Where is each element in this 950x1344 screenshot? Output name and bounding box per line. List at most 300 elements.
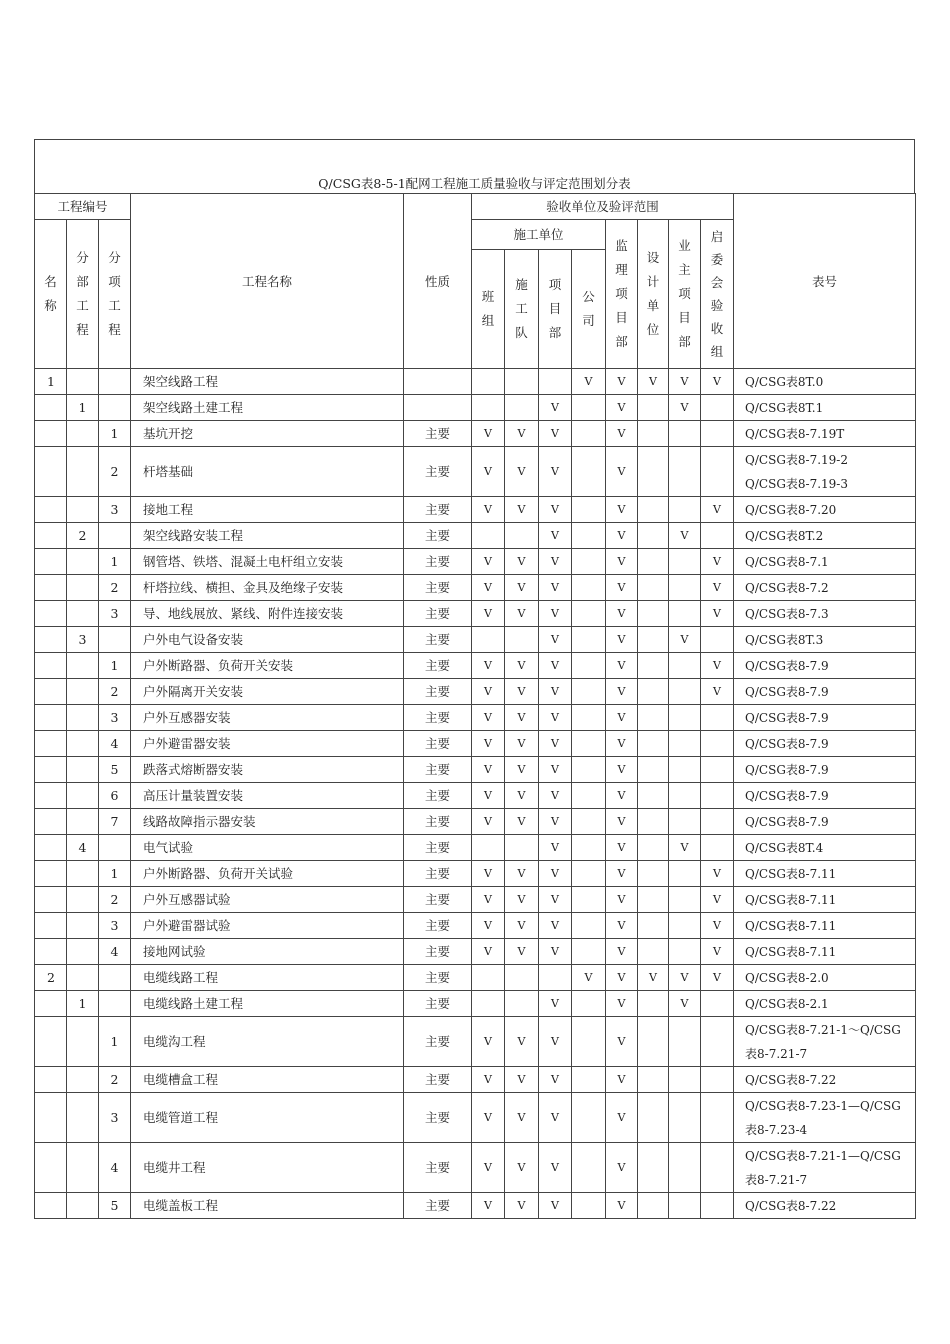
cell-sub-item-no: 2 bbox=[99, 1067, 131, 1093]
header-nature: 性质 bbox=[404, 194, 472, 369]
cell-startup-committee: V bbox=[701, 887, 734, 913]
cell-startup-committee bbox=[701, 1017, 734, 1067]
cell-owner bbox=[669, 1093, 701, 1143]
cell-design bbox=[638, 421, 669, 447]
cell-team: V bbox=[472, 575, 505, 601]
cell-crew: V bbox=[505, 731, 539, 757]
cell-crew bbox=[505, 991, 539, 1017]
cell-form-no bbox=[734, 497, 916, 523]
form-no-line: Q/CSG表8-7.9 bbox=[745, 814, 829, 829]
header-sub-item: 分项工程 bbox=[99, 220, 131, 369]
cell-name-no bbox=[35, 991, 67, 1017]
cell-nature: 主要 bbox=[404, 809, 472, 835]
cell-team: V bbox=[472, 783, 505, 809]
table-row bbox=[35, 809, 916, 835]
form-no-line: Q/CSG表8-7.9 bbox=[745, 736, 829, 751]
cell-sub-project-no bbox=[67, 549, 99, 575]
cell-sub-item-no: 5 bbox=[99, 757, 131, 783]
cell-form-no bbox=[734, 939, 916, 965]
cell-supervision: V bbox=[606, 1093, 638, 1143]
cell-sub-project-no bbox=[67, 369, 99, 395]
cell-nature: 主要 bbox=[404, 861, 472, 887]
form-no-line: Q/CSG表8-7.19-2 bbox=[745, 452, 848, 467]
cell-sub-project-no bbox=[67, 939, 99, 965]
cell-startup-committee bbox=[701, 395, 734, 421]
cell-sub-item-no: 1 bbox=[99, 861, 131, 887]
cell-team: V bbox=[472, 497, 505, 523]
cell-form-no bbox=[734, 1067, 916, 1093]
cell-project-name: 户外断路器、负荷开关试验 bbox=[131, 861, 404, 887]
form-no-line: 表8-7.21-7 bbox=[745, 1172, 808, 1187]
form-no-line: Q/CSG表8T.1 bbox=[745, 400, 824, 415]
cell-project-dept: V bbox=[539, 447, 572, 497]
cell-crew: V bbox=[505, 497, 539, 523]
cell-project-name: 电气试验 bbox=[131, 835, 404, 861]
cell-sub-item-no bbox=[99, 523, 131, 549]
quality-acceptance-table bbox=[34, 193, 916, 1219]
cell-name-no bbox=[35, 523, 67, 549]
cell-design: V bbox=[638, 965, 669, 991]
cell-sub-project-no bbox=[67, 1067, 99, 1093]
cell-crew: V bbox=[505, 421, 539, 447]
cell-sub-project-no bbox=[67, 497, 99, 523]
table-row bbox=[35, 913, 916, 939]
cell-nature: 主要 bbox=[404, 575, 472, 601]
cell-startup-committee: V bbox=[701, 601, 734, 627]
table-row bbox=[35, 653, 916, 679]
header-team: 班组 bbox=[472, 250, 505, 369]
cell-supervision: V bbox=[606, 497, 638, 523]
cell-project-dept: V bbox=[539, 575, 572, 601]
cell-supervision: V bbox=[606, 809, 638, 835]
cell-crew bbox=[505, 523, 539, 549]
cell-name-no bbox=[35, 575, 67, 601]
cell-team: V bbox=[472, 549, 505, 575]
cell-team bbox=[472, 627, 505, 653]
cell-form-no bbox=[734, 1193, 916, 1219]
cell-team bbox=[472, 369, 505, 395]
cell-design bbox=[638, 757, 669, 783]
cell-sub-project-no bbox=[67, 809, 99, 835]
table-row bbox=[35, 939, 916, 965]
table-row bbox=[35, 835, 916, 861]
cell-company bbox=[572, 497, 606, 523]
table-row bbox=[35, 627, 916, 653]
cell-company bbox=[572, 757, 606, 783]
form-no-line: Q/CSG表8T.2 bbox=[745, 528, 824, 543]
cell-project-dept: V bbox=[539, 679, 572, 705]
cell-team: V bbox=[472, 939, 505, 965]
table-row bbox=[35, 861, 916, 887]
cell-sub-project-no bbox=[67, 731, 99, 757]
cell-supervision: V bbox=[606, 447, 638, 497]
cell-project-dept bbox=[539, 369, 572, 395]
cell-company bbox=[572, 783, 606, 809]
cell-owner bbox=[669, 549, 701, 575]
cell-form-no bbox=[734, 395, 916, 421]
cell-name-no bbox=[35, 757, 67, 783]
cell-project-dept: V bbox=[539, 395, 572, 421]
cell-crew: V bbox=[505, 653, 539, 679]
cell-project-name: 户外互感器安装 bbox=[131, 705, 404, 731]
cell-supervision: V bbox=[606, 991, 638, 1017]
cell-design bbox=[638, 627, 669, 653]
cell-nature: 主要 bbox=[404, 523, 472, 549]
cell-project-name: 电缆盖板工程 bbox=[131, 1193, 404, 1219]
table-row bbox=[35, 395, 916, 421]
cell-crew: V bbox=[505, 549, 539, 575]
table-row bbox=[35, 497, 916, 523]
cell-design: V bbox=[638, 369, 669, 395]
cell-name-no bbox=[35, 601, 67, 627]
cell-sub-project-no bbox=[67, 887, 99, 913]
cell-form-no bbox=[734, 757, 916, 783]
cell-team: V bbox=[472, 447, 505, 497]
header-owner: 业主项目部 bbox=[669, 220, 701, 369]
cell-design bbox=[638, 679, 669, 705]
cell-crew: V bbox=[505, 1093, 539, 1143]
cell-supervision: V bbox=[606, 757, 638, 783]
form-no-line: 表8-7.23-4 bbox=[745, 1122, 808, 1137]
cell-sub-project-no: 2 bbox=[67, 523, 99, 549]
cell-owner: V bbox=[669, 835, 701, 861]
cell-design bbox=[638, 395, 669, 421]
cell-name-no bbox=[35, 679, 67, 705]
cell-company bbox=[572, 809, 606, 835]
cell-sub-item-no bbox=[99, 991, 131, 1017]
cell-owner bbox=[669, 705, 701, 731]
cell-company bbox=[572, 731, 606, 757]
cell-company bbox=[572, 1093, 606, 1143]
cell-form-no bbox=[734, 679, 916, 705]
cell-project-name: 接地网试验 bbox=[131, 939, 404, 965]
cell-project-name: 导、地线展放、紧线、附件连接安装 bbox=[131, 601, 404, 627]
header-project-name: 工程名称 bbox=[131, 194, 404, 369]
cell-supervision: V bbox=[606, 705, 638, 731]
cell-project-name: 钢管塔、铁塔、混凝土电杆组立安装 bbox=[131, 549, 404, 575]
cell-name-no bbox=[35, 913, 67, 939]
cell-startup-committee bbox=[701, 1093, 734, 1143]
cell-team: V bbox=[472, 1193, 505, 1219]
form-no-line: Q/CSG表8T.3 bbox=[745, 632, 824, 647]
cell-name-no bbox=[35, 731, 67, 757]
cell-sub-project-no bbox=[67, 965, 99, 991]
cell-form-no bbox=[734, 991, 916, 1017]
cell-crew bbox=[505, 369, 539, 395]
header-company: 公司 bbox=[572, 250, 606, 369]
cell-sub-item-no: 2 bbox=[99, 679, 131, 705]
cell-name-no bbox=[35, 939, 67, 965]
cell-sub-item-no bbox=[99, 627, 131, 653]
cell-project-name: 电缆沟工程 bbox=[131, 1017, 404, 1067]
cell-name-no bbox=[35, 1093, 67, 1143]
cell-project-dept bbox=[539, 965, 572, 991]
cell-form-no bbox=[734, 809, 916, 835]
table-row bbox=[35, 965, 916, 991]
cell-nature: 主要 bbox=[404, 783, 472, 809]
cell-project-dept: V bbox=[539, 731, 572, 757]
cell-startup-committee bbox=[701, 523, 734, 549]
cell-design bbox=[638, 887, 669, 913]
cell-sub-item-no: 6 bbox=[99, 783, 131, 809]
cell-owner bbox=[669, 601, 701, 627]
cell-nature: 主要 bbox=[404, 627, 472, 653]
form-no-line: Q/CSG表8-7.9 bbox=[745, 684, 829, 699]
cell-sub-project-no: 1 bbox=[67, 991, 99, 1017]
cell-crew: V bbox=[505, 601, 539, 627]
cell-name-no bbox=[35, 705, 67, 731]
cell-owner bbox=[669, 913, 701, 939]
cell-project-name: 线路故障指示器安装 bbox=[131, 809, 404, 835]
cell-crew bbox=[505, 835, 539, 861]
cell-name-no bbox=[35, 549, 67, 575]
table-row bbox=[35, 1193, 916, 1219]
cell-design bbox=[638, 783, 669, 809]
cell-company bbox=[572, 887, 606, 913]
cell-sub-project-no: 3 bbox=[67, 627, 99, 653]
cell-owner bbox=[669, 447, 701, 497]
cell-design bbox=[638, 809, 669, 835]
cell-form-no bbox=[734, 731, 916, 757]
cell-company bbox=[572, 991, 606, 1017]
cell-team bbox=[472, 523, 505, 549]
cell-team: V bbox=[472, 1067, 505, 1093]
cell-project-name: 电缆线路工程 bbox=[131, 965, 404, 991]
cell-project-dept: V bbox=[539, 991, 572, 1017]
cell-sub-item-no bbox=[99, 395, 131, 421]
cell-company bbox=[572, 1193, 606, 1219]
cell-team: V bbox=[472, 861, 505, 887]
cell-startup-committee bbox=[701, 447, 734, 497]
cell-sub-item-no: 2 bbox=[99, 575, 131, 601]
document-title: Q/CSG表8-5-1配网工程施工质量验收与评定范围划分表 bbox=[318, 176, 631, 191]
form-no-line: Q/CSG表8-7.22 bbox=[745, 1198, 837, 1213]
header-project-dept: 项目部 bbox=[539, 250, 572, 369]
cell-supervision: V bbox=[606, 913, 638, 939]
cell-sub-item-no bbox=[99, 965, 131, 991]
cell-supervision: V bbox=[606, 1143, 638, 1193]
cell-project-name: 户外避雷器安装 bbox=[131, 731, 404, 757]
cell-owner bbox=[669, 731, 701, 757]
cell-project-dept: V bbox=[539, 913, 572, 939]
cell-company bbox=[572, 679, 606, 705]
cell-owner bbox=[669, 679, 701, 705]
table-row bbox=[35, 783, 916, 809]
cell-crew bbox=[505, 627, 539, 653]
cell-form-no bbox=[734, 861, 916, 887]
cell-name-no bbox=[35, 1067, 67, 1093]
cell-sub-item-no bbox=[99, 369, 131, 395]
cell-team: V bbox=[472, 653, 505, 679]
cell-team bbox=[472, 991, 505, 1017]
cell-nature: 主要 bbox=[404, 653, 472, 679]
cell-team: V bbox=[472, 757, 505, 783]
cell-project-name: 电缆井工程 bbox=[131, 1143, 404, 1193]
cell-sub-item-no: 1 bbox=[99, 549, 131, 575]
cell-crew: V bbox=[505, 809, 539, 835]
cell-nature: 主要 bbox=[404, 549, 472, 575]
form-no-line: Q/CSG表8T.4 bbox=[745, 840, 824, 855]
cell-startup-committee bbox=[701, 991, 734, 1017]
cell-form-no bbox=[734, 575, 916, 601]
cell-form-no bbox=[734, 601, 916, 627]
cell-sub-project-no bbox=[67, 913, 99, 939]
cell-owner bbox=[669, 1067, 701, 1093]
cell-nature: 主要 bbox=[404, 1143, 472, 1193]
cell-project-name: 接地工程 bbox=[131, 497, 404, 523]
cell-team: V bbox=[472, 601, 505, 627]
table-row bbox=[35, 679, 916, 705]
cell-nature: 主要 bbox=[404, 913, 472, 939]
cell-owner bbox=[669, 421, 701, 447]
cell-sub-item-no: 3 bbox=[99, 497, 131, 523]
table-row bbox=[35, 731, 916, 757]
cell-sub-project-no bbox=[67, 447, 99, 497]
cell-project-name: 电缆线路土建工程 bbox=[131, 991, 404, 1017]
cell-design bbox=[638, 497, 669, 523]
header-acceptance-group: 验收单位及验评范围 bbox=[472, 194, 734, 220]
cell-supervision: V bbox=[606, 835, 638, 861]
cell-team: V bbox=[472, 809, 505, 835]
cell-team: V bbox=[472, 1017, 505, 1067]
cell-crew: V bbox=[505, 783, 539, 809]
cell-nature: 主要 bbox=[404, 939, 472, 965]
cell-sub-item-no: 4 bbox=[99, 731, 131, 757]
cell-form-no bbox=[734, 783, 916, 809]
cell-startup-committee: V bbox=[701, 549, 734, 575]
cell-startup-committee: V bbox=[701, 369, 734, 395]
cell-design bbox=[638, 1143, 669, 1193]
cell-name-no bbox=[35, 835, 67, 861]
cell-crew: V bbox=[505, 575, 539, 601]
cell-form-no bbox=[734, 887, 916, 913]
cell-team: V bbox=[472, 913, 505, 939]
cell-sub-item-no: 1 bbox=[99, 421, 131, 447]
cell-form-no bbox=[734, 835, 916, 861]
cell-form-no bbox=[734, 965, 916, 991]
cell-supervision: V bbox=[606, 575, 638, 601]
cell-design bbox=[638, 575, 669, 601]
table-row bbox=[35, 447, 916, 497]
cell-owner: V bbox=[669, 369, 701, 395]
cell-owner bbox=[669, 1017, 701, 1067]
cell-crew: V bbox=[505, 679, 539, 705]
form-no-line: Q/CSG表8-2.1 bbox=[745, 996, 829, 1011]
cell-project-name: 架空线路工程 bbox=[131, 369, 404, 395]
cell-company bbox=[572, 601, 606, 627]
table-row bbox=[35, 421, 916, 447]
cell-name-no bbox=[35, 861, 67, 887]
cell-nature: 主要 bbox=[404, 497, 472, 523]
header-code-group: 工程编号 bbox=[35, 194, 131, 220]
table-row bbox=[35, 887, 916, 913]
cell-sub-project-no bbox=[67, 1017, 99, 1067]
cell-team: V bbox=[472, 679, 505, 705]
cell-name-no bbox=[35, 627, 67, 653]
cell-company bbox=[572, 705, 606, 731]
cell-name-no bbox=[35, 1193, 67, 1219]
cell-sub-item-no: 1 bbox=[99, 653, 131, 679]
cell-sub-project-no bbox=[67, 1193, 99, 1219]
cell-owner: V bbox=[669, 965, 701, 991]
cell-design bbox=[638, 1017, 669, 1067]
table-row bbox=[35, 549, 916, 575]
cell-sub-item-no: 3 bbox=[99, 705, 131, 731]
cell-company bbox=[572, 447, 606, 497]
cell-sub-project-no bbox=[67, 601, 99, 627]
cell-startup-committee bbox=[701, 1067, 734, 1093]
cell-team: V bbox=[472, 1143, 505, 1193]
table-row bbox=[35, 1067, 916, 1093]
cell-nature: 主要 bbox=[404, 447, 472, 497]
cell-project-dept: V bbox=[539, 1193, 572, 1219]
form-no-line: Q/CSG表8-7.23-1—Q/CSG bbox=[745, 1098, 901, 1113]
cell-owner: V bbox=[669, 627, 701, 653]
cell-supervision: V bbox=[606, 627, 638, 653]
cell-owner bbox=[669, 887, 701, 913]
cell-supervision: V bbox=[606, 523, 638, 549]
table-row bbox=[35, 1017, 916, 1067]
cell-project-dept: V bbox=[539, 809, 572, 835]
cell-project-name: 高压计量装置安装 bbox=[131, 783, 404, 809]
cell-crew: V bbox=[505, 447, 539, 497]
cell-supervision: V bbox=[606, 395, 638, 421]
cell-form-no bbox=[734, 421, 916, 447]
form-no-line: Q/CSG表8-7.21-1—Q/CSG bbox=[745, 1148, 901, 1163]
cell-nature: 主要 bbox=[404, 887, 472, 913]
cell-design bbox=[638, 653, 669, 679]
cell-sub-project-no bbox=[67, 705, 99, 731]
cell-project-name: 户外断路器、负荷开关安装 bbox=[131, 653, 404, 679]
cell-project-dept: V bbox=[539, 1017, 572, 1067]
form-no-line: Q/CSG表8-7.1 bbox=[745, 554, 829, 569]
table-row bbox=[35, 1143, 916, 1193]
cell-project-dept: V bbox=[539, 835, 572, 861]
cell-owner bbox=[669, 1193, 701, 1219]
cell-startup-committee bbox=[701, 1143, 734, 1193]
cell-startup-committee: V bbox=[701, 965, 734, 991]
cell-project-dept: V bbox=[539, 1143, 572, 1193]
cell-nature: 主要 bbox=[404, 421, 472, 447]
cell-project-name: 电缆管道工程 bbox=[131, 1093, 404, 1143]
cell-crew: V bbox=[505, 887, 539, 913]
cell-name-no bbox=[35, 1143, 67, 1193]
cell-company bbox=[572, 1143, 606, 1193]
cell-project-dept: V bbox=[539, 861, 572, 887]
cell-crew: V bbox=[505, 1143, 539, 1193]
cell-form-no bbox=[734, 1017, 916, 1067]
cell-startup-committee bbox=[701, 757, 734, 783]
cell-owner bbox=[669, 939, 701, 965]
cell-supervision: V bbox=[606, 549, 638, 575]
cell-startup-committee bbox=[701, 835, 734, 861]
form-no-line: Q/CSG表8-7.3 bbox=[745, 606, 829, 621]
cell-company bbox=[572, 395, 606, 421]
form-no-line: Q/CSG表8-7.9 bbox=[745, 658, 829, 673]
header-crew: 施工队 bbox=[505, 250, 539, 369]
header-name: 名称 bbox=[35, 220, 67, 369]
table-row bbox=[35, 757, 916, 783]
form-no-line: Q/CSG表8-7.11 bbox=[745, 892, 837, 907]
cell-form-no bbox=[734, 369, 916, 395]
cell-crew: V bbox=[505, 1067, 539, 1093]
form-no-line: 表8-7.21-7 bbox=[745, 1046, 808, 1061]
cell-crew: V bbox=[505, 1193, 539, 1219]
cell-name-no bbox=[35, 395, 67, 421]
cell-sub-item-no: 2 bbox=[99, 447, 131, 497]
cell-design bbox=[638, 991, 669, 1017]
cell-sub-project-no bbox=[67, 757, 99, 783]
